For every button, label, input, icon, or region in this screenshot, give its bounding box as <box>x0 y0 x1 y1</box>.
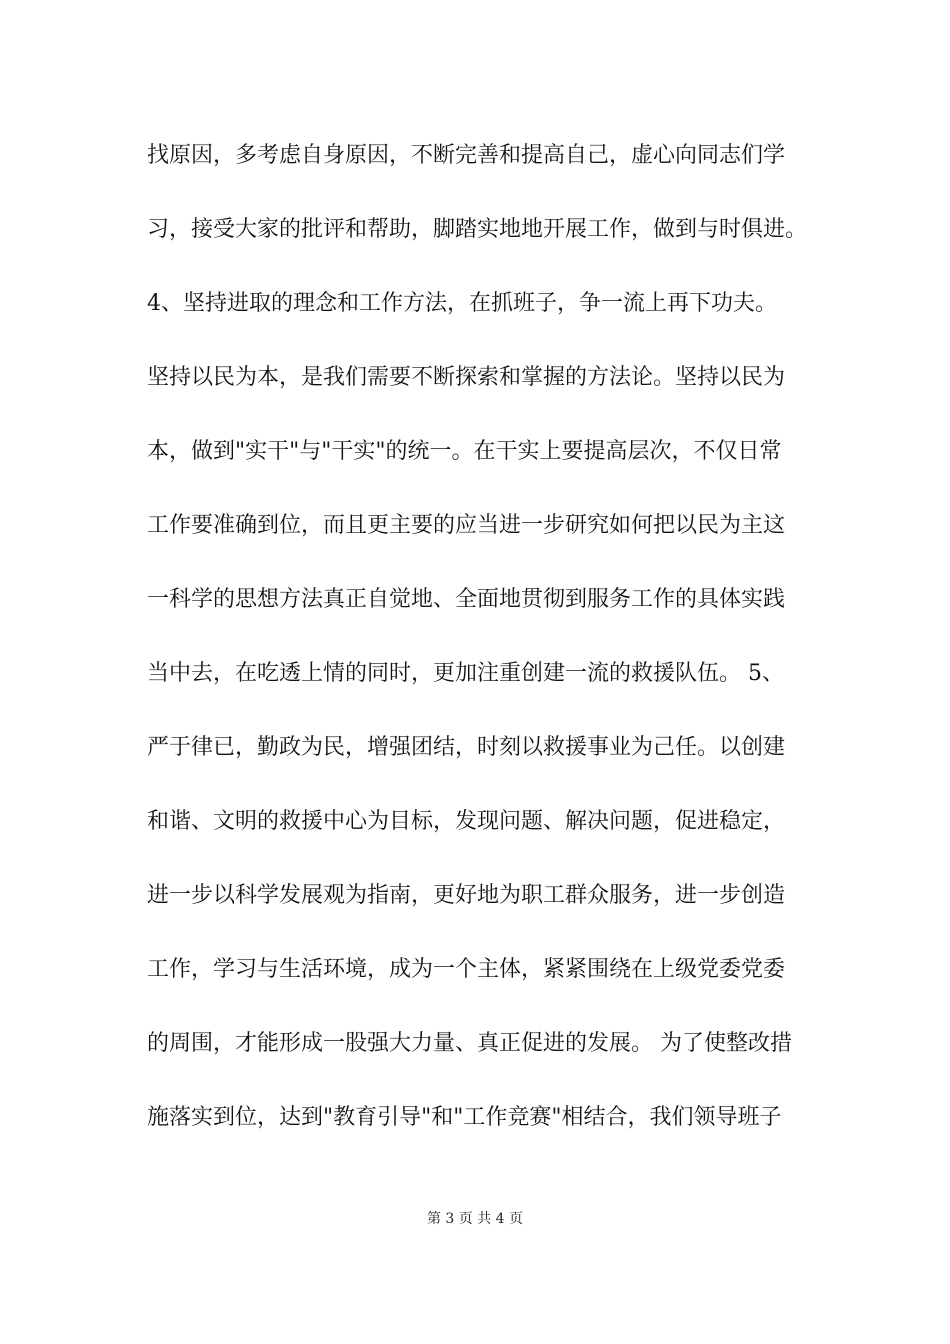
text-line: 和谐、文明的救援中心为目标，发现问题、解决问题，促进稳定， <box>147 809 786 834</box>
text-line: 的周围，才能形成一股强大力量、真正促进的发展。 为了使整改措 <box>147 1031 792 1056</box>
page-number-footer: 第 3 页 共 4 页 <box>426 1211 524 1227</box>
text-line: 一科学的思想方法真正自觉地、全面地贯彻到服务工作的具体实践 <box>147 587 786 612</box>
text-line: 工作，学习与生活环境，成为一个主体，紧紧围绕在上级党委党委 <box>147 957 786 982</box>
document-body <box>147 136 827 1172</box>
text-line: 进一步以科学发展观为指南，更好地为职工群众服务，进一步创造 <box>147 883 786 908</box>
text-line: 严于律已，勤政为民，增强团结，时刻以救援事业为己任。以创建 <box>147 735 786 760</box>
text-line: 找原因，多考虑自身原因，不断完善和提高自己，虚心向同志们学 <box>147 143 786 168</box>
text-line: 当中去，在吃透上情的同时，更加注重创建一流的救援队伍。 5、 <box>147 661 784 686</box>
text-line: 施落实到位，达到"教育引导"和"工作竞赛"相结合，我们领导班子 <box>147 1105 782 1130</box>
text-line: 本，做到"实干"与"干实"的统一。在干实上要提高层次，不仅日常 <box>147 439 782 464</box>
text-line: 坚持以民为本，是我们需要不断探索和掌握的方法论。坚持以民为 <box>147 365 786 390</box>
text-line: 习，接受大家的批评和帮助，脚踏实地地开展工作，做到与时俱进。 <box>147 217 808 242</box>
text-line: 4、坚持进取的理念和工作方法，在抓班子，争一流上再下功夫。 <box>147 291 777 316</box>
text-line: 工作要准确到位，而且更主要的应当进一步研究如何把以民为主这 <box>147 513 786 538</box>
